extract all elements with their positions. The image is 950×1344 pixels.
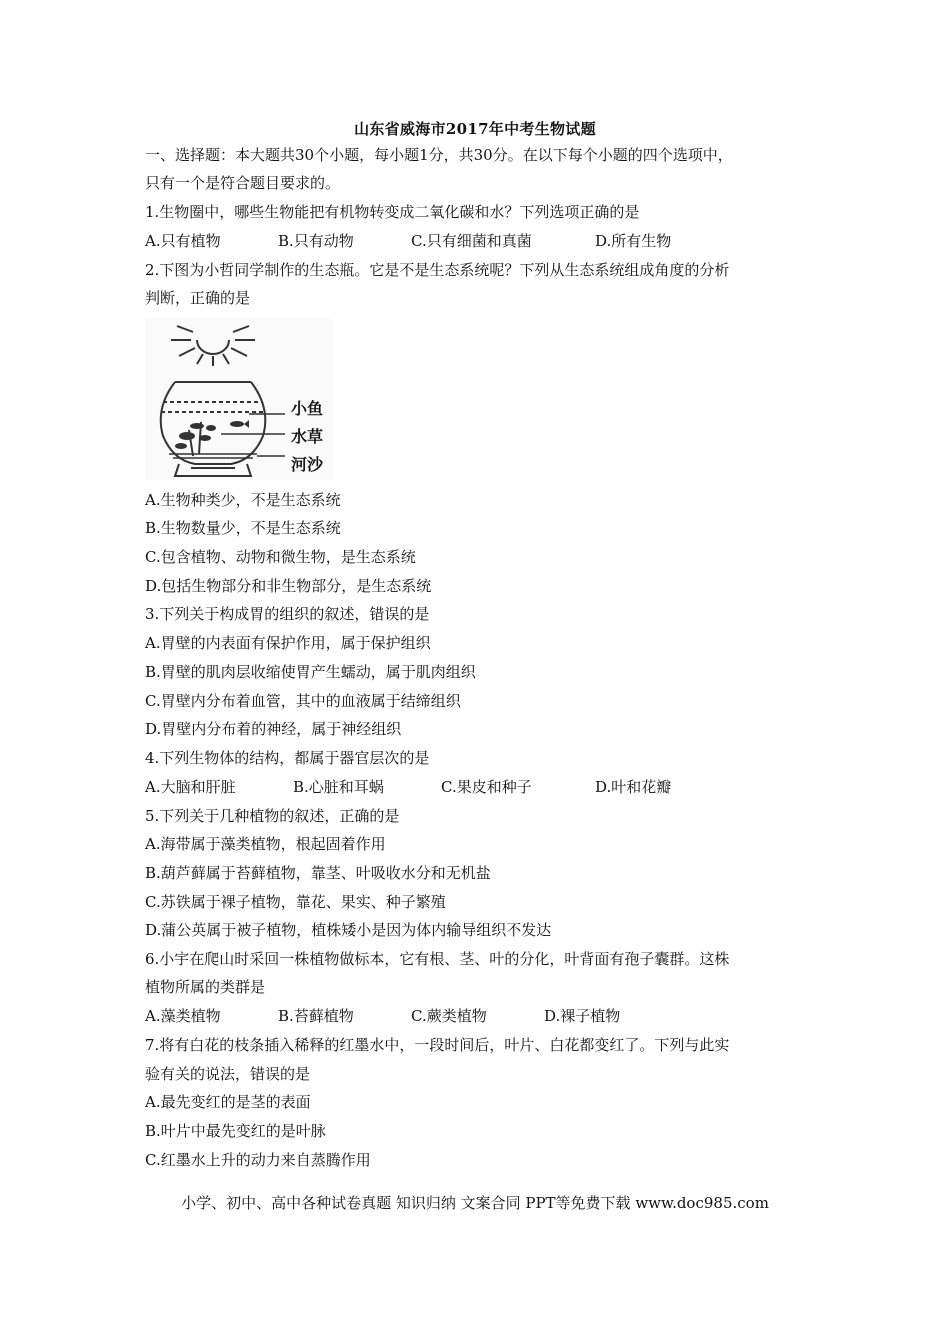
q1-stem: 1.生物圈中，哪些生物能把有机物转变成二氧化碳和水？下列选项正确的是 [145, 203, 640, 221]
q1-option-b: B.只有动物 [278, 232, 354, 250]
q2-option-b: B.生物数量少，不是生态系统 [145, 519, 341, 537]
q1-option-c: C.只有细菌和真菌 [411, 232, 532, 250]
figure-label-fish: 小鱼 [291, 399, 324, 418]
q4-option-a: A.大脑和肝脏 [145, 778, 236, 796]
q2-stem-line-2: 判断，正确的是 [145, 289, 251, 307]
q7-option-b: B.叶片中最先变红的是叶脉 [145, 1122, 326, 1140]
q3-option-a: A.胃壁的内表面有保护作用，属于保护组织 [145, 634, 431, 652]
q7-option-c: C.红墨水上升的动力来自蒸腾作用 [145, 1151, 371, 1169]
ecosystem-bottle-figure [145, 318, 333, 480]
q1-option-a: A.只有植物 [145, 232, 221, 250]
sun-icon [171, 326, 255, 366]
q7-stem-line-2: 验有关的说法，错误的是 [145, 1065, 311, 1083]
q3-stem: 3.下列关于构成胃的组织的叙述，错误的是 [145, 605, 430, 623]
q6-option-d: D.裸子植物 [544, 1007, 621, 1025]
q2-stem-line-1: 2.下图为小哲同学制作的生态瓶。它是不是生态系统呢？下列从生态系统组成角度的分析 [145, 261, 730, 279]
q6-stem-line-2: 植物所属的类群是 [145, 978, 266, 996]
figure-label-waterweed: 水草 [291, 427, 324, 446]
q3-option-d: D.胃壁内分布着的神经，属于神经组织 [145, 720, 402, 738]
q2-option-d: D.包括生物部分和非生物部分，是生态系统 [145, 577, 432, 595]
q4-option-d: D.叶和花瓣 [595, 778, 672, 796]
q5-stem: 5.下列关于几种植物的叙述，正确的是 [145, 807, 400, 825]
q2-option-a: A.生物种类少，不是生态系统 [145, 491, 341, 509]
q5-option-b: B.葫芦藓属于苔藓植物，靠茎、叶吸收水分和无机盐 [145, 864, 491, 882]
q5-option-a: A.海带属于藻类植物，根起固着作用 [145, 835, 386, 853]
figure-label-sand: 河沙 [291, 455, 324, 474]
q6-option-b: B.苔藓植物 [278, 1007, 354, 1025]
q7-stem-line-1: 7.将有白花的枝条插入稀释的红墨水中，一段时间后，叶片、白花都变红了。下列与此实 [145, 1036, 730, 1054]
q1-option-d: D.所有生物 [595, 232, 672, 250]
sand-icon [169, 454, 257, 458]
q7-option-a: A.最先变红的是茎的表面 [145, 1093, 311, 1111]
q4-stem: 4.下列生物体的结构，都属于器官层次的是 [145, 749, 430, 767]
q4-option-b: B.心脏和耳蜗 [293, 778, 384, 796]
q4-option-c: C.果皮和种子 [441, 778, 532, 796]
page-footer: 小学、初中、高中各种试卷真题 知识归纳 文案合同 PPT等免费下载 www.doc985.com [181, 1194, 769, 1212]
q3-option-b: B.胃壁的肌肉层收缩使胃产生蠕动，属于肌肉组织 [145, 663, 476, 681]
instructions-line-1: 一、选择题：本大题共30个小题，每小题1分，共30分。在以下每个小题的四个选项中， [145, 146, 733, 164]
fish-icon [230, 420, 249, 428]
q6-option-a: A.藻类植物 [145, 1007, 221, 1025]
plant-icon [175, 422, 216, 456]
q6-stem-line-1: 6.小宇在爬山时采回一株植物做标本，它有根、茎、叶的分化，叶背面有孢子囊群。这株 [145, 950, 730, 968]
q5-option-c: C.苏铁属于裸子植物，靠花、果实、种子繁殖 [145, 893, 446, 911]
q3-option-c: C.胃壁内分布着血管，其中的血液属于结缔组织 [145, 692, 461, 710]
instructions-line-2: 只有一个是符合题目要求的。 [145, 174, 341, 192]
page-title: 山东省威海市2017年中考生物试题 [354, 120, 596, 138]
q2-option-c: C.包含植物、动物和微生物，是生态系统 [145, 548, 416, 566]
q5-option-d: D.蒲公英属于被子植物，植株矮小是因为体内输导组织不发达 [145, 921, 552, 939]
q6-option-c: C.蕨类植物 [411, 1007, 487, 1025]
